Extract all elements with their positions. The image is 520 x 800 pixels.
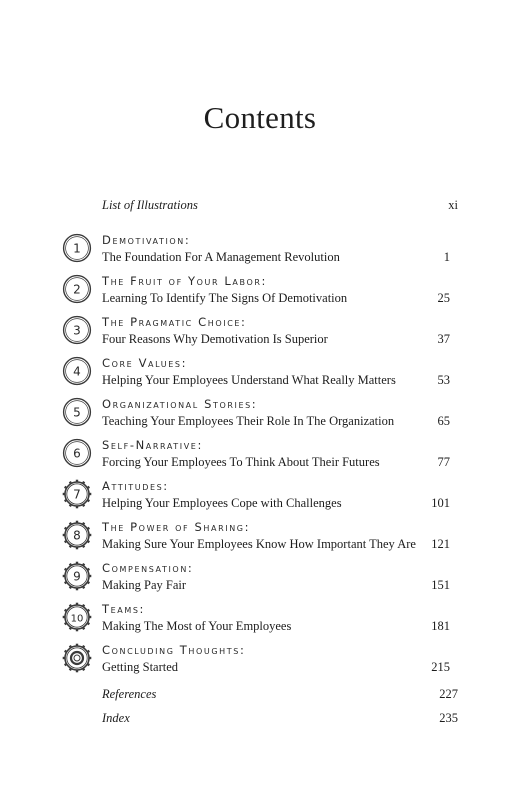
chapter-page-number: 121 [431, 537, 450, 551]
gear-icon [62, 561, 92, 591]
toc-chapter-entry[interactable] [62, 309, 458, 350]
chapter-list [62, 227, 458, 678]
chapter-page-number: 77 [437, 455, 450, 469]
gear-icon [62, 643, 92, 673]
chapter-subtitle: Helping Your Employees Understand What Really Matters [102, 373, 396, 387]
gear-icon [62, 520, 92, 550]
ring-circle-icon [62, 315, 92, 345]
toc-chapter-entry[interactable] [62, 350, 458, 391]
chapter-heading: Teams: [102, 602, 146, 616]
chapter-heading: Self-Narrative: [102, 438, 203, 452]
chapter-heading: Core Values: [102, 356, 188, 370]
chapter-heading: The Pragmatic Choice: [102, 315, 247, 329]
toc-chapter-entry[interactable] [62, 555, 458, 596]
chapter-page-number: 25 [437, 291, 450, 305]
chapter-heading: Compensation: [102, 561, 194, 575]
page-title: Contents [203, 100, 317, 135]
toc-chapter-entry[interactable] [62, 432, 458, 473]
chapter-page-number: 215 [431, 660, 450, 674]
ring-circle-icon [62, 274, 92, 304]
ring-circle-icon [62, 438, 92, 468]
chapter-subtitle: Making Pay Fair [102, 578, 187, 592]
chapter-heading: Organizational Stories: [102, 397, 258, 411]
toc-entry-page: xi [448, 197, 458, 212]
table-of-contents [62, 193, 458, 730]
chapter-subtitle: Making Sure Your Employees Know How Important They Are [102, 537, 416, 551]
gear-icon [62, 479, 92, 509]
toc-entry-page: 227 [439, 686, 458, 701]
toc-entry-index[interactable] [62, 706, 458, 730]
chapter-number: 2 [73, 282, 81, 297]
chapter-number: 7 [73, 487, 81, 502]
chapter-subtitle: Making The Most of Your Employees [102, 619, 292, 633]
chapter-page-number: 1 [443, 250, 450, 264]
chapter-number: 5 [73, 405, 81, 420]
chapter-subtitle: Four Reasons Why Demotivation Is Superior [102, 332, 328, 346]
toc-entry-label: References [102, 686, 157, 701]
gear-icon [62, 602, 92, 632]
chapter-heading: Demotivation: [102, 233, 191, 247]
chapter-page-number: 65 [437, 414, 450, 428]
toc-chapter-entry[interactable] [62, 473, 458, 514]
chapter-page-number: 181 [431, 619, 450, 633]
toc-entry-list-of-illustrations[interactable] [62, 193, 458, 217]
toc-entry-label: List of Illustrations [102, 197, 198, 212]
toc-chapter-entry[interactable] [62, 227, 458, 268]
ring-circle-icon [62, 397, 92, 427]
chapter-number: 8 [73, 528, 81, 543]
chapter-subtitle: Getting Started [102, 660, 179, 674]
chapter-number: 10 [70, 613, 84, 625]
chapter-heading: The Power of Sharing: [102, 520, 251, 534]
toc-entry-label: Index [102, 710, 130, 725]
chapter-heading: Concluding Thoughts: [102, 643, 246, 657]
toc-entry-references[interactable] [62, 682, 458, 706]
chapter-subtitle: Helping Your Employees Cope with Challenges [102, 496, 342, 510]
toc-chapter-entry[interactable] [62, 268, 458, 309]
chapter-subtitle: The Foundation For A Management Revolution [102, 250, 340, 264]
chapter-page-number: 101 [431, 496, 450, 510]
chapter-number: 3 [73, 323, 81, 338]
chapter-page-number: 151 [431, 578, 450, 592]
chapter-page-number: 53 [437, 373, 450, 387]
chapter-subtitle: Learning To Identify The Signs Of Demotivation [102, 291, 348, 305]
toc-chapter-entry[interactable] [62, 514, 458, 555]
chapter-number: 4 [73, 364, 81, 379]
chapter-number: 1 [73, 241, 81, 256]
ring-circle-icon [62, 233, 92, 263]
toc-chapter-entry[interactable] [62, 596, 458, 637]
chapter-heading: Attitudes: [102, 479, 169, 493]
toc-entry-page: 235 [439, 710, 458, 725]
chapter-number: 6 [73, 446, 81, 461]
chapter-page-number: 37 [437, 332, 450, 346]
chapter-subtitle: Teaching Your Employees Their Role In The Organization [102, 414, 395, 428]
chapter-number: 9 [73, 569, 81, 584]
chapter-subtitle: Forcing Your Employees To Think About Their Futures [102, 455, 380, 469]
chapter-heading: The Fruit of Your Labor: [102, 274, 267, 288]
toc-chapter-entry[interactable] [62, 391, 458, 432]
toc-chapter-entry[interactable] [62, 637, 458, 678]
ring-circle-icon [62, 356, 92, 386]
